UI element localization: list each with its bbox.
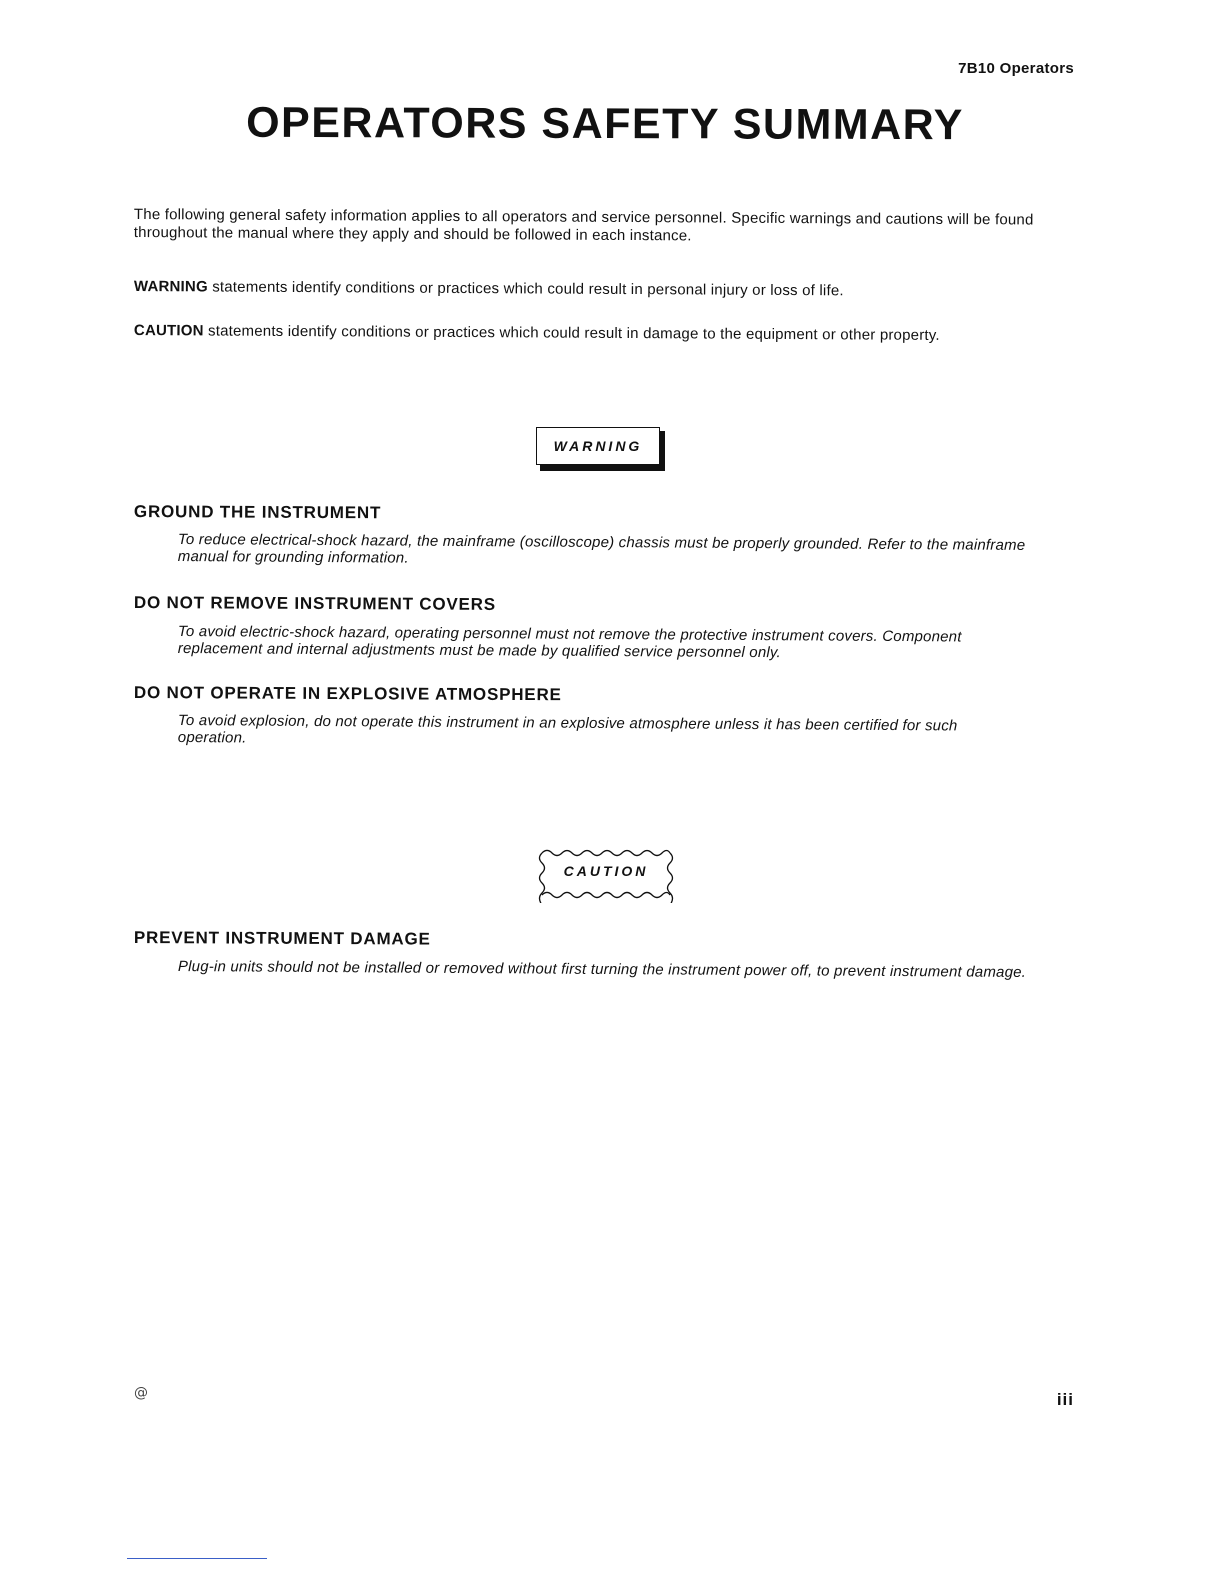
section-text-ground: To reduce electrical-shock hazard, the mainframe (oscilloscope) chassis must be properly grounded. Refer to the mainframe manual for grounding information.	[177, 531, 1026, 567]
warning-definition	[134, 278, 1074, 302]
caution-definition	[134, 322, 1074, 346]
warning-badge	[536, 427, 666, 473]
section-heading-explosive: DO NOT OPERATE IN EXPLOSIVE ATMOSPHERE	[133, 683, 562, 705]
warning-badge-label: WARNING	[553, 438, 643, 454]
running-header: 7B10 Operators	[958, 60, 1074, 77]
caution-definition-text: statements identify conditions or practices which could result in damage to the equipment or other property.	[203, 322, 940, 344]
caution-badge-label: CAUTION	[563, 863, 649, 879]
bottom-rule	[127, 1558, 267, 1559]
section-heading-ground: GROUND THE INSTRUMENT	[133, 502, 382, 523]
caution-badge	[536, 845, 676, 903]
intro-paragraph: The following general safety information applies to all operators and service personnel. Specific warnings and cautions will be found throughout the manual where they apply and should be followed in each instance.	[133, 206, 1034, 245]
warning-term: WARNING	[133, 278, 208, 296]
caution-term: CAUTION	[133, 322, 204, 340]
page-number: iii	[1056, 1390, 1074, 1409]
page-title: OPERATORS SAFETY SUMMARY	[246, 98, 964, 150]
warning-badge-shadow-bottom	[540, 465, 665, 471]
warning-definition-text: statements identify conditions or practices which could result in personal injury or loss of life.	[207, 278, 844, 300]
section-heading-damage: PREVENT INSTRUMENT DAMAGE	[133, 928, 431, 949]
section-text-covers: To avoid electric-shock hazard, operating personnel must not remove the protective instrument covers. Component replacement and internal adjustments must be made by qualified service personnel only.	[177, 623, 962, 662]
section-heading-covers: DO NOT REMOVE INSTRUMENT COVERS	[133, 593, 496, 614]
section-text-explosive: To avoid explosion, do not operate this instrument in an explosive atmosphere unless it has been certified for such operation.	[177, 712, 958, 747]
footer-symbol: @	[134, 1385, 148, 1401]
section-text-damage: Plug-in units should not be installed or removed without first turning the instrument power off, to prevent instrument damage.	[177, 958, 1027, 981]
